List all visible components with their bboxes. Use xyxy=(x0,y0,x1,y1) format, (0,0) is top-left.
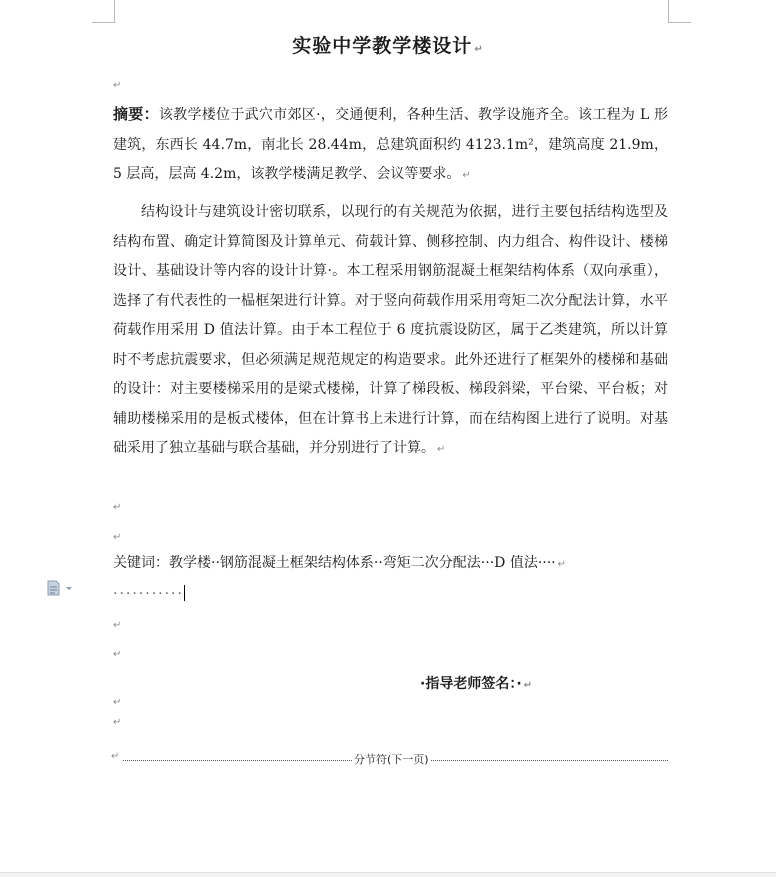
paragraph-mark: ↵ xyxy=(113,502,122,513)
paragraph-mark: ↵ xyxy=(523,680,533,691)
paragraph-mark: ↵ xyxy=(113,717,122,728)
text-cursor xyxy=(184,585,185,601)
paragraph-mark: ↵ xyxy=(557,559,567,570)
abstract-text: 该教学楼位于武穴市郊区·，交通便利，各种生活、教学设施齐全。该工程为 L 形建筑，东西长 44.7m，南北长 28.44m，总建筑面积约 4123.1m²，建筑高度 21.9m，5 层高，层高 4.2m，该教学楼满足教学、会议等要求。 xyxy=(113,107,668,182)
page-bottom-edge xyxy=(0,872,776,877)
keywords-text: 教学楼··钢筋混凝土框架结构体系··弯矩二次分配法···D 值法···· xyxy=(169,555,556,571)
page-corner-mark-top-left xyxy=(92,0,115,23)
paragraph-mark: ↵ xyxy=(113,697,122,708)
body-text: 结构设计与建筑设计密切联系，以现行的有关规范为依据，进行主要包括结构选型及结构布置、确定计算简图及计算单元、荷载计算、侧移控制、内力组合、构件设计、楼梯设计、基础设计等内容的设计计算·。本工程采用钢筋混凝土框架结构体系（双向承重），选择了有代表性的一榀框架进行计算。对于竖向荷载作用采用弯矩二次分配法计算，水平荷载作用采用 D 值法计算。由于本工程位于 6 度抗震设防区，属于乙类建筑，所以计算时不考虑抗震要求，但必须满足规范规定的构造要求。此外还进行了框架外的楼梯和基础的设计：对主要楼梯采用的是梁式楼梯，计算了梯段板、梯段斜梁，平台梁、平台板；对辅助楼梯采用的是板式楼体，但在计算书上未进行计算，而在结构图上进行了说明。对基础采用了独立基础与联合基础，并分别进行了计算。 xyxy=(113,204,668,456)
document-options-icon[interactable] xyxy=(46,580,74,596)
paragraph-mark: ↵ xyxy=(113,649,122,660)
paragraph-mark: ↵ xyxy=(113,620,122,631)
keywords-paragraph[interactable] xyxy=(113,549,668,609)
page-corner-mark-top-right xyxy=(668,0,691,23)
paragraph-mark: ↵ xyxy=(111,751,120,762)
section-break-next-page[interactable] xyxy=(113,751,668,765)
section-break-label: 分节符(下一页) xyxy=(354,753,429,766)
supervisor-signature-line[interactable] xyxy=(420,673,532,693)
paragraph-mark: ↵ xyxy=(113,80,122,91)
body-paragraph[interactable] xyxy=(113,198,668,465)
paragraph-mark: ↵ xyxy=(462,170,471,181)
keywords-trailing-dots: ··········· xyxy=(113,585,184,602)
paragraph-mark: ↵ xyxy=(474,44,484,55)
keywords-label: 关键词： xyxy=(113,555,169,571)
document-title[interactable]: 实验中学教学楼设计 ↵ xyxy=(292,35,484,57)
abstract-label: 摘要： xyxy=(113,105,159,123)
paragraph-mark: ↵ xyxy=(113,532,122,543)
abstract-paragraph[interactable] xyxy=(113,100,668,191)
paragraph-mark: ↵ xyxy=(437,444,446,455)
signature-label: ·指导老师签名：· xyxy=(420,676,522,692)
